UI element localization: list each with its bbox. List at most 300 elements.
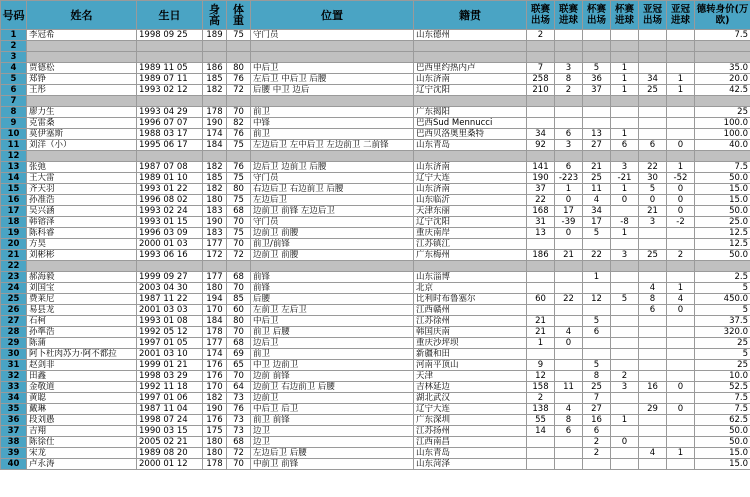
cell-name: 吴兴涵 xyxy=(27,206,137,217)
cell-weight xyxy=(227,52,251,63)
cell-acl-goals: 1 xyxy=(667,162,695,173)
cell-league-goals: 2 xyxy=(555,85,583,96)
cell-market-value: 25 xyxy=(695,107,750,118)
cell-name: 易县龙 xyxy=(27,305,137,316)
cell-league-apps xyxy=(527,305,555,316)
cell-acl-apps xyxy=(639,316,667,327)
cell-league-apps: 190 xyxy=(527,173,555,184)
cell-weight: 75 xyxy=(227,195,251,206)
cell-weight: 70 xyxy=(227,217,251,228)
cell-weight: 72 xyxy=(227,85,251,96)
cell-height: 190 xyxy=(203,217,227,228)
cell-cup-goals: 3 xyxy=(611,382,639,393)
cell-cup-apps: 2 xyxy=(583,448,611,459)
cell-weight: 82 xyxy=(227,118,251,129)
cell-market-value: 10.0 xyxy=(695,371,750,382)
cell-position xyxy=(251,41,414,52)
cell-acl-apps: 4 xyxy=(639,448,667,459)
table-row xyxy=(1,371,750,382)
cell-name: 孙准浩 xyxy=(27,195,137,206)
table-row xyxy=(1,151,750,162)
header-birthday: 生日 xyxy=(137,1,203,30)
cell-weight: 70 xyxy=(227,283,251,294)
cell-acl-goals xyxy=(667,107,695,118)
cell-name xyxy=(27,96,137,107)
cell-league-goals xyxy=(555,151,583,162)
cell-height xyxy=(203,96,227,107)
cell-acl-goals: -52 xyxy=(667,173,695,184)
cell-cup-goals xyxy=(611,52,639,63)
cell-acl-goals: 2 xyxy=(667,250,695,261)
cell-birthday: 1999 01 21 xyxy=(137,360,203,371)
cell-birthday: 1997 01 06 xyxy=(137,393,203,404)
cell-name: 方昊 xyxy=(27,239,137,250)
cell-height: 190 xyxy=(203,118,227,129)
cell-market-value: 7.5 xyxy=(695,162,750,173)
cell-league-apps: 186 xyxy=(527,250,555,261)
cell-hometown: 山东济南 xyxy=(414,162,527,173)
cell-position: 中后卫 后卫 xyxy=(251,404,414,415)
cell-acl-apps: 5 xyxy=(639,184,667,195)
cell-hometown: 天津东丽 xyxy=(414,206,527,217)
cell-market-value: 35.0 xyxy=(695,63,750,74)
cell-height: 176 xyxy=(203,371,227,382)
cell-weight: 85 xyxy=(227,294,251,305)
cell-weight: 75 xyxy=(227,173,251,184)
cell-name: 费莱尼 xyxy=(27,294,137,305)
cell-acl-goals: 0 xyxy=(667,195,695,206)
cell-number: 9 xyxy=(1,118,27,129)
table-row xyxy=(1,30,750,41)
cell-cup-goals xyxy=(611,316,639,327)
cell-height: 185 xyxy=(203,173,227,184)
cell-market-value: 2.5 xyxy=(695,272,750,283)
cell-acl-apps xyxy=(639,118,667,129)
cell-position: 左后卫 中后卫 后腰 xyxy=(251,74,414,85)
table-row xyxy=(1,118,750,129)
cell-name: 廖力生 xyxy=(27,107,137,118)
cell-league-goals xyxy=(555,349,583,360)
cell-league-apps: 168 xyxy=(527,206,555,217)
cell-acl-goals: 1 xyxy=(667,74,695,85)
cell-name: 韩镕泽 xyxy=(27,217,137,228)
cell-league-apps xyxy=(527,459,555,470)
cell-name xyxy=(27,151,137,162)
table-row xyxy=(1,437,750,448)
cell-height: 180 xyxy=(203,195,227,206)
cell-height: 177 xyxy=(203,239,227,250)
cell-market-value: 25 xyxy=(695,360,750,371)
cell-weight: 70 xyxy=(227,459,251,470)
cell-cup-goals: -21 xyxy=(611,173,639,184)
cell-hometown: 重庆沙坪坝 xyxy=(414,338,527,349)
cell-name: 卢永涛 xyxy=(27,459,137,470)
cell-position: 中锋 xyxy=(251,118,414,129)
cell-acl-apps xyxy=(639,426,667,437)
cell-hometown: 山东德州 xyxy=(414,30,527,41)
cell-league-apps: 14 xyxy=(527,426,555,437)
cell-birthday: 1996 03 09 xyxy=(137,228,203,239)
cell-cup-goals xyxy=(611,404,639,415)
cell-name: 吉翔 xyxy=(27,426,137,437)
cell-acl-goals xyxy=(667,52,695,63)
cell-acl-apps xyxy=(639,96,667,107)
header-height: 身高 xyxy=(203,1,227,30)
cell-market-value: 52.5 xyxy=(695,382,750,393)
cell-league-apps xyxy=(527,239,555,250)
cell-acl-apps xyxy=(639,371,667,382)
cell-cup-goals xyxy=(611,283,639,294)
cell-league-goals: 6 xyxy=(555,129,583,140)
cell-league-goals: 6 xyxy=(555,162,583,173)
cell-name: 齐天羽 xyxy=(27,184,137,195)
cell-cup-goals xyxy=(611,151,639,162)
cell-weight: 70 xyxy=(227,239,251,250)
cell-height: 176 xyxy=(203,415,227,426)
cell-cup-apps: 37 xyxy=(583,85,611,96)
cell-acl-apps xyxy=(639,239,667,250)
table-row xyxy=(1,228,750,239)
cell-name: 宋龙 xyxy=(27,448,137,459)
cell-market-value: 42.5 xyxy=(695,85,750,96)
cell-name: 段刘愚 xyxy=(27,415,137,426)
cell-acl-goals xyxy=(667,96,695,107)
cell-cup-goals xyxy=(611,393,639,404)
cell-acl-goals xyxy=(667,129,695,140)
cell-birthday: 1993 01 22 xyxy=(137,184,203,195)
cell-cup-goals: 1 xyxy=(611,415,639,426)
cell-name xyxy=(27,52,137,63)
cell-league-goals: 3 xyxy=(555,140,583,151)
cell-market-value xyxy=(695,151,750,162)
table-row xyxy=(1,360,750,371)
table-row xyxy=(1,107,750,118)
cell-birthday xyxy=(137,261,203,272)
cell-weight: 70 xyxy=(227,371,251,382)
cell-cup-apps: 6 xyxy=(583,327,611,338)
cell-birthday: 1996 08 02 xyxy=(137,195,203,206)
cell-cup-apps: 8 xyxy=(583,371,611,382)
cell-market-value: 15.0 xyxy=(695,184,750,195)
cell-acl-goals xyxy=(667,30,695,41)
header-acl-goals: 亚冠进球 xyxy=(667,1,695,30)
cell-league-goals: 0 xyxy=(555,338,583,349)
cell-market-value: 7.5 xyxy=(695,404,750,415)
cell-hometown: 广东揭阳 xyxy=(414,107,527,118)
cell-hometown: 巴西贝洛奥里桑特 xyxy=(414,129,527,140)
cell-cup-goals xyxy=(611,30,639,41)
cell-name: 刘彬彬 xyxy=(27,250,137,261)
cell-cup-goals xyxy=(611,349,639,360)
cell-league-apps xyxy=(527,349,555,360)
cell-position: 后腰 xyxy=(251,294,414,305)
cell-cup-goals xyxy=(611,448,639,459)
cell-number: 30 xyxy=(1,349,27,360)
cell-acl-goals xyxy=(667,41,695,52)
cell-market-value xyxy=(695,41,750,52)
table-row xyxy=(1,294,750,305)
cell-number: 21 xyxy=(1,250,27,261)
cell-number: 37 xyxy=(1,426,27,437)
cell-height: 182 xyxy=(203,184,227,195)
cell-market-value: 25.0 xyxy=(695,217,750,228)
cell-position: 中前卫 前锋 xyxy=(251,459,414,470)
cell-league-goals xyxy=(555,41,583,52)
cell-weight: 80 xyxy=(227,63,251,74)
cell-position: 守门员 xyxy=(251,30,414,41)
cell-market-value: 320.0 xyxy=(695,327,750,338)
cell-cup-goals xyxy=(611,272,639,283)
cell-hometown: 辽宁沈阳 xyxy=(414,217,527,228)
cell-position: 守门员 xyxy=(251,173,414,184)
cell-cup-apps: 21 xyxy=(583,162,611,173)
cell-position: 前锋 xyxy=(251,272,414,283)
cell-cup-goals xyxy=(611,426,639,437)
cell-league-goals xyxy=(555,261,583,272)
cell-market-value: 15.0 xyxy=(695,459,750,470)
cell-league-goals: 4 xyxy=(555,327,583,338)
cell-league-apps: 92 xyxy=(527,140,555,151)
cell-acl-apps: 4 xyxy=(639,283,667,294)
cell-height: 180 xyxy=(203,437,227,448)
cell-cup-goals: -8 xyxy=(611,217,639,228)
header-hometown: 籍贯 xyxy=(414,1,527,30)
cell-league-goals xyxy=(555,107,583,118)
cell-height: 184 xyxy=(203,316,227,327)
cell-market-value: 50.0 xyxy=(695,250,750,261)
cell-acl-goals xyxy=(667,327,695,338)
cell-hometown: 天津 xyxy=(414,371,527,382)
cell-league-goals: 11 xyxy=(555,382,583,393)
cell-name: 郑铮 xyxy=(27,74,137,85)
cell-league-apps: 37 xyxy=(527,184,555,195)
cell-acl-goals xyxy=(667,228,695,239)
cell-number: 35 xyxy=(1,404,27,415)
cell-birthday: 1993 01 15 xyxy=(137,217,203,228)
cell-hometown: 韩国庆南 xyxy=(414,327,527,338)
cell-weight: 68 xyxy=(227,206,251,217)
cell-league-goals: 3 xyxy=(555,63,583,74)
cell-position xyxy=(251,96,414,107)
cell-hometown: 山东济南 xyxy=(414,74,527,85)
cell-cup-apps xyxy=(583,239,611,250)
table-row xyxy=(1,217,750,228)
cell-birthday: 1987 07 08 xyxy=(137,162,203,173)
cell-cup-apps xyxy=(583,52,611,63)
cell-acl-apps: 25 xyxy=(639,85,667,96)
cell-league-goals xyxy=(555,305,583,316)
cell-league-apps: 158 xyxy=(527,382,555,393)
cell-acl-apps: 22 xyxy=(639,162,667,173)
cell-cup-apps: 6 xyxy=(583,426,611,437)
cell-acl-goals xyxy=(667,338,695,349)
cell-market-value: 5 xyxy=(695,283,750,294)
cell-acl-apps xyxy=(639,437,667,448)
cell-position xyxy=(251,52,414,63)
cell-position: 前卫 xyxy=(251,107,414,118)
cell-cup-apps xyxy=(583,41,611,52)
cell-league-goals: 8 xyxy=(555,74,583,85)
cell-league-apps: 21 xyxy=(527,327,555,338)
table-row xyxy=(1,459,750,470)
cell-weight: 65 xyxy=(227,360,251,371)
cell-number: 18 xyxy=(1,217,27,228)
cell-acl-goals xyxy=(667,426,695,437)
cell-number: 4 xyxy=(1,63,27,74)
cell-birthday: 1993 01 08 xyxy=(137,316,203,327)
cell-hometown: 河南平顶山 xyxy=(414,360,527,371)
cell-hometown: 重庆南岸 xyxy=(414,228,527,239)
cell-height: 170 xyxy=(203,305,227,316)
cell-name: 陈徐仕 xyxy=(27,437,137,448)
cell-cup-apps: 27 xyxy=(583,140,611,151)
header-cup-goals: 杯赛进球 xyxy=(611,1,639,30)
header-position: 位置 xyxy=(251,1,414,30)
cell-weight: 76 xyxy=(227,129,251,140)
cell-acl-apps: 16 xyxy=(639,382,667,393)
cell-number: 27 xyxy=(1,316,27,327)
cell-market-value: 50.0 xyxy=(695,426,750,437)
header-row xyxy=(1,1,750,30)
cell-position: 前卫/前锋 xyxy=(251,239,414,250)
cell-market-value: 5 xyxy=(695,349,750,360)
cell-cup-goals: 6 xyxy=(611,140,639,151)
cell-league-goals xyxy=(555,30,583,41)
table-row xyxy=(1,96,750,107)
cell-height xyxy=(203,41,227,52)
cell-birthday: 1989 08 20 xyxy=(137,448,203,459)
cell-birthday: 1989 11 05 xyxy=(137,63,203,74)
cell-acl-apps: 0 xyxy=(639,195,667,206)
cell-cup-apps xyxy=(583,261,611,272)
cell-acl-goals: 1 xyxy=(667,448,695,459)
cell-birthday xyxy=(137,151,203,162)
cell-acl-apps xyxy=(639,349,667,360)
cell-cup-goals xyxy=(611,360,639,371)
cell-weight: 80 xyxy=(227,184,251,195)
cell-hometown: 巴西里约热内卢 xyxy=(414,63,527,74)
cell-acl-apps: 6 xyxy=(639,140,667,151)
cell-weight: 75 xyxy=(227,140,251,151)
cell-acl-apps xyxy=(639,129,667,140)
cell-cup-goals: 1 xyxy=(611,228,639,239)
cell-hometown xyxy=(414,41,527,52)
cell-hometown: 江苏镇江 xyxy=(414,239,527,250)
cell-acl-apps xyxy=(639,338,667,349)
cell-height: 180 xyxy=(203,448,227,459)
cell-number: 39 xyxy=(1,448,27,459)
cell-name: 戴琳 xyxy=(27,404,137,415)
cell-birthday: 2005 02 21 xyxy=(137,437,203,448)
cell-acl-apps xyxy=(639,360,667,371)
cell-name: 刘洋（小） xyxy=(27,140,137,151)
cell-position: 前卫 前锋 xyxy=(251,415,414,426)
cell-height: 178 xyxy=(203,107,227,118)
cell-birthday: 1993 02 12 xyxy=(137,85,203,96)
cell-height: 175 xyxy=(203,426,227,437)
cell-hometown: 吉林延边 xyxy=(414,382,527,393)
cell-cup-apps: 16 xyxy=(583,415,611,426)
cell-league-goals xyxy=(555,283,583,294)
cell-acl-goals: 0 xyxy=(667,184,695,195)
cell-hometown: 江苏扬州 xyxy=(414,426,527,437)
cell-weight: 76 xyxy=(227,162,251,173)
cell-name: 克雷桑 xyxy=(27,118,137,129)
cell-height: 170 xyxy=(203,382,227,393)
table-row xyxy=(1,74,750,85)
cell-number: 32 xyxy=(1,371,27,382)
cell-market-value: 15.0 xyxy=(695,448,750,459)
cell-number: 3 xyxy=(1,52,27,63)
cell-hometown: 山东临沂 xyxy=(414,195,527,206)
cell-name: 阿卜杜肉苏力·阿不都拉 xyxy=(27,349,137,360)
cell-birthday: 1996 07 07 xyxy=(137,118,203,129)
cell-acl-apps xyxy=(639,228,667,239)
cell-league-goals xyxy=(555,316,583,327)
cell-league-apps: 210 xyxy=(527,85,555,96)
cell-cup-goals: 1 xyxy=(611,74,639,85)
cell-league-apps: 21 xyxy=(527,316,555,327)
cell-number: 25 xyxy=(1,294,27,305)
cell-hometown: 湖北武汉 xyxy=(414,393,527,404)
cell-height: 177 xyxy=(203,338,227,349)
cell-cup-apps: 5 xyxy=(583,316,611,327)
cell-acl-goals: 0 xyxy=(667,404,695,415)
cell-cup-apps xyxy=(583,118,611,129)
cell-name: 石柯 xyxy=(27,316,137,327)
cell-position: 边卫 xyxy=(251,426,414,437)
cell-number: 38 xyxy=(1,437,27,448)
cell-cup-goals: 3 xyxy=(611,250,639,261)
cell-birthday: 2000 01 12 xyxy=(137,459,203,470)
cell-position: 边后卫 边前卫 后腰 xyxy=(251,162,414,173)
cell-cup-apps: 22 xyxy=(583,250,611,261)
table-row xyxy=(1,448,750,459)
cell-acl-apps: 6 xyxy=(639,305,667,316)
cell-league-apps: 12 xyxy=(527,371,555,382)
cell-weight: 68 xyxy=(227,338,251,349)
table-row xyxy=(1,261,750,272)
cell-height: 176 xyxy=(203,360,227,371)
header-league-goals: 联赛进球 xyxy=(555,1,583,30)
cell-hometown: 辽宁大连 xyxy=(414,173,527,184)
cell-cup-apps xyxy=(583,338,611,349)
cell-acl-apps xyxy=(639,272,667,283)
cell-number: 34 xyxy=(1,393,27,404)
cell-acl-apps xyxy=(639,63,667,74)
cell-cup-apps: 36 xyxy=(583,74,611,85)
cell-weight: 80 xyxy=(227,316,251,327)
cell-acl-apps: 34 xyxy=(639,74,667,85)
cell-acl-goals: 4 xyxy=(667,294,695,305)
cell-league-apps: 7 xyxy=(527,63,555,74)
cell-birthday: 1999 09 27 xyxy=(137,272,203,283)
cell-weight: 64 xyxy=(227,382,251,393)
cell-cup-apps xyxy=(583,459,611,470)
cell-market-value: 450.0 xyxy=(695,294,750,305)
cell-position xyxy=(251,261,414,272)
cell-cup-goals xyxy=(611,459,639,470)
cell-market-value: 50.0 xyxy=(695,437,750,448)
cell-position: 前卫 后腰 xyxy=(251,327,414,338)
cell-acl-goals xyxy=(667,63,695,74)
header-acl-apps: 亚冠出场 xyxy=(639,1,667,30)
cell-cup-apps xyxy=(583,305,611,316)
cell-number: 15 xyxy=(1,184,27,195)
cell-number: 40 xyxy=(1,459,27,470)
cell-number: 2 xyxy=(1,41,27,52)
cell-cup-apps: 34 xyxy=(583,206,611,217)
